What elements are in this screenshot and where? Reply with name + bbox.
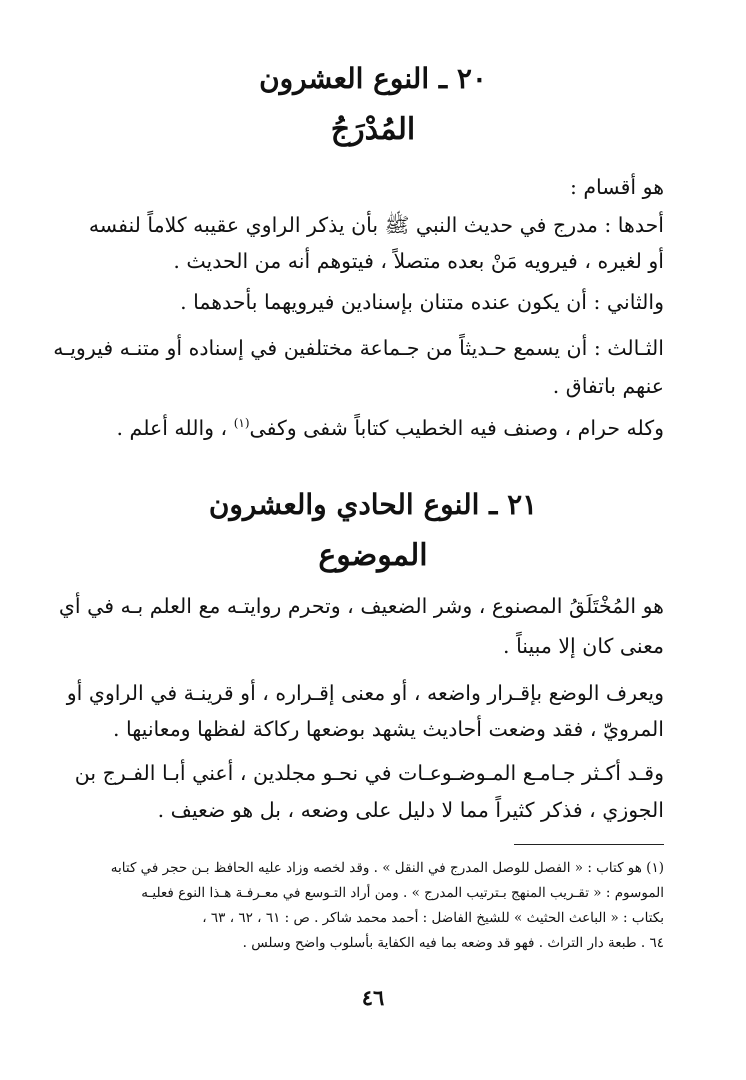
chapter-21-title: ٢١ ـ النوع الحادي والعشرون xyxy=(208,488,538,521)
text-line: الثـالث : أن يسمع حـديثاً من جـماعة مختلفين في إسناده أو متنـه فيرويـه xyxy=(53,336,664,360)
text-line: ويعرف الوضع بإقـرار واضعه ، أو معنى إقـراره ، أو قرينـة في الراوي أو xyxy=(66,681,664,705)
footnote-marker: (١) xyxy=(233,416,250,430)
text-line: المرويّ ، فقد وضعت أحاديث يشهد بوضعها ركاكة لفظها ومعانيها . xyxy=(112,717,664,741)
text-line: معنى كان إلا مبيناً . xyxy=(503,634,664,658)
text-line: أو لغيره ، فيرويه مَنْ بعده متصلاً ، فيتوهم أنه من الحديث . xyxy=(173,249,664,273)
text-line: والثاني : أن يكون عنده متنان بإسنادين فيرويهما بأحدهما . xyxy=(180,290,664,314)
page-number: ٤٦ xyxy=(361,985,385,1010)
text-line: هو أقسام : xyxy=(569,175,664,199)
text-fragment: ، والله أعلم . xyxy=(116,415,228,440)
footnote-divider xyxy=(514,844,664,845)
footnote-line: (١) هو كتاب : « الفصل للوصل المدرج في النقل » . وقد لخصه وزاد عليه الحافظ بـن حجر في كتابه xyxy=(110,860,664,876)
chapter-20-title: ٢٠ ـ النوع العشرون xyxy=(259,62,487,95)
footnote-line: الموسوم : « تقـريب المنهج بـترتيب المدرج » . ومن أراد التـوسع في معـرفـة هـذا النوع فعليـه xyxy=(141,885,664,901)
footnote-line: بكتاب : « الباعث الحثيث » للشيخ الفاضل : أحمد محمد شاكر . ص : ٦١ ، ٦٢ ، ٦٣ ، xyxy=(202,910,664,926)
text-line: وقـد أكـثر جـامـع المـوضـوعـات في نحـو مجلدين ، أعني أبـا الفـرج بن xyxy=(74,761,664,785)
text-line xyxy=(79,417,664,438)
text-fragment: وكله حرام ، وصنف فيه الخطيب كتاباً شفى وكفى xyxy=(249,415,664,440)
text-line: الجوزي ، فذكر كثيراً مما لا دليل على وضعه ، بل هو ضعيف . xyxy=(157,798,664,822)
footnote-line: ٦٤ . طبعة دار التراث . فهو قد وضعه بما فيه الكفاية بأسلوب واضح وسلس . xyxy=(242,935,664,951)
text-line: أحدها : مدرج في حديث النبي ﷺ بأن يذكر الراوي عقيبه كلاماً لنفسه xyxy=(88,213,664,237)
text-line: هو المُخْتَلَقُ المصنوع ، وشر الضعيف ، وتحرم روايتـه مع العلم بـه في أي xyxy=(58,594,664,618)
chapter-20-name: المُدْرَجُ xyxy=(330,112,416,147)
chapter-21-name: الموضوع xyxy=(318,538,428,573)
text-line: عنهم باتفاق . xyxy=(552,374,664,398)
